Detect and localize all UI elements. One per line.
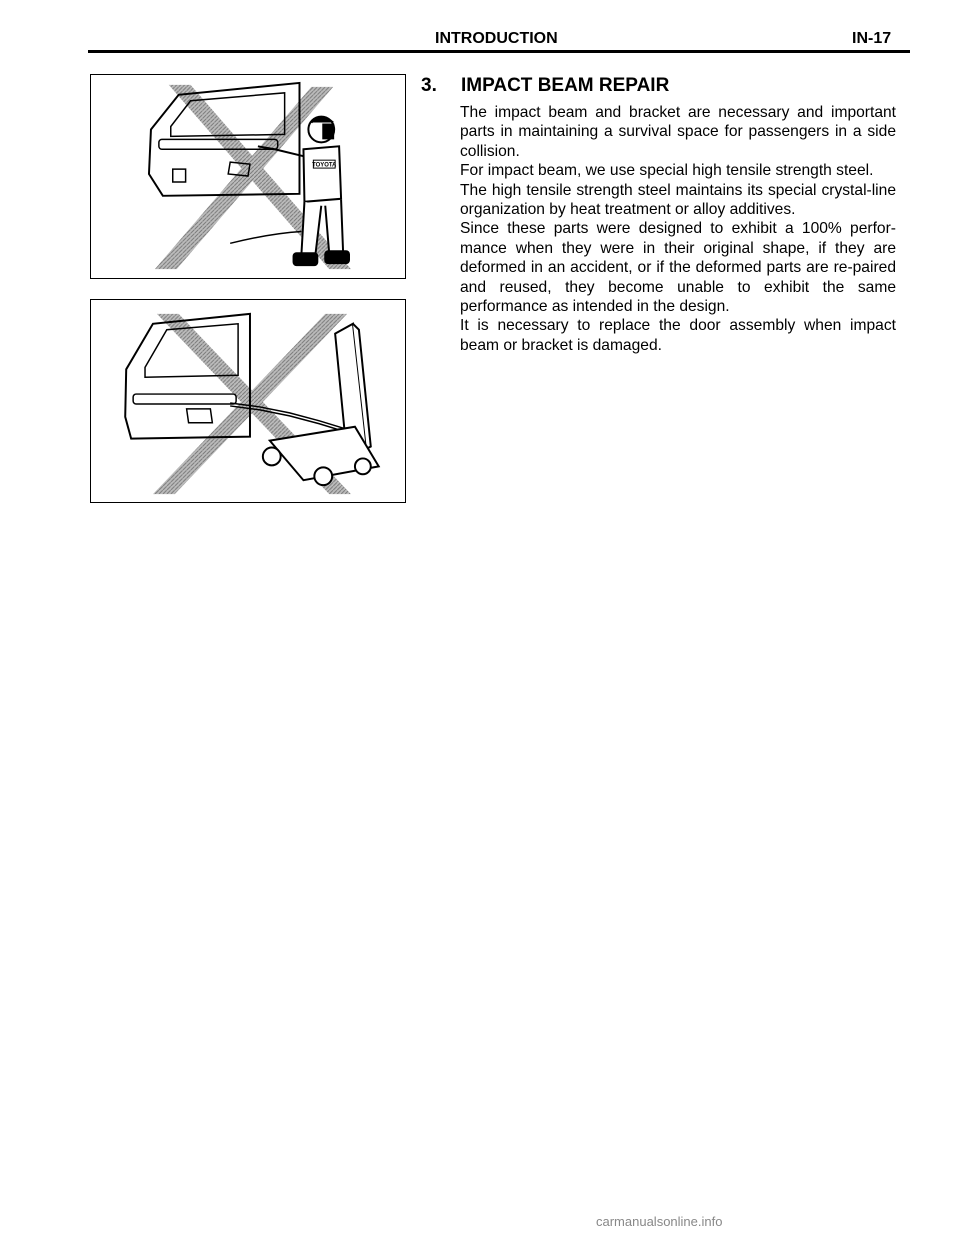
header-title: INTRODUCTION [435,30,558,47]
section-heading [421,75,669,97]
section-body [460,103,896,355]
section-title: IMPACT BEAM REPAIR [461,75,670,96]
paragraph-5: It is necessary to replace the door assembly when impact beam or bracket is damaged. [460,317,896,354]
door-drawing [149,83,300,196]
frame-puller [263,324,379,485]
section-number: 3. [421,75,437,96]
paragraph-2: For impact beam, we use special high tensile strength steel. [460,162,874,180]
figure-welding-prohibited [90,74,406,279]
toyota-badge: TOYOTA [312,162,337,169]
paragraph-4: Since these parts were designed to exhibit a 100% perfor-mance when they were in their original shape, if they are deformed in an accident, or if the deformed parts are re-paired and reused, they become unable to exhibit the same performance as intended in the design. [460,220,896,316]
header-rule [88,50,910,53]
page-number: IN-17 [852,30,892,47]
figure-pulling-prohibited [90,299,406,503]
watermark: carmanualsonline.info [596,1214,723,1229]
paragraph-1: The impact beam and bracket are necessary and important parts in maintaining a survival space for passengers in a side collision. [460,104,896,160]
paragraph-3: The high tensile strength steel maintains its special crystal-line organization by heat treatment or alloy additives. [460,181,896,219]
